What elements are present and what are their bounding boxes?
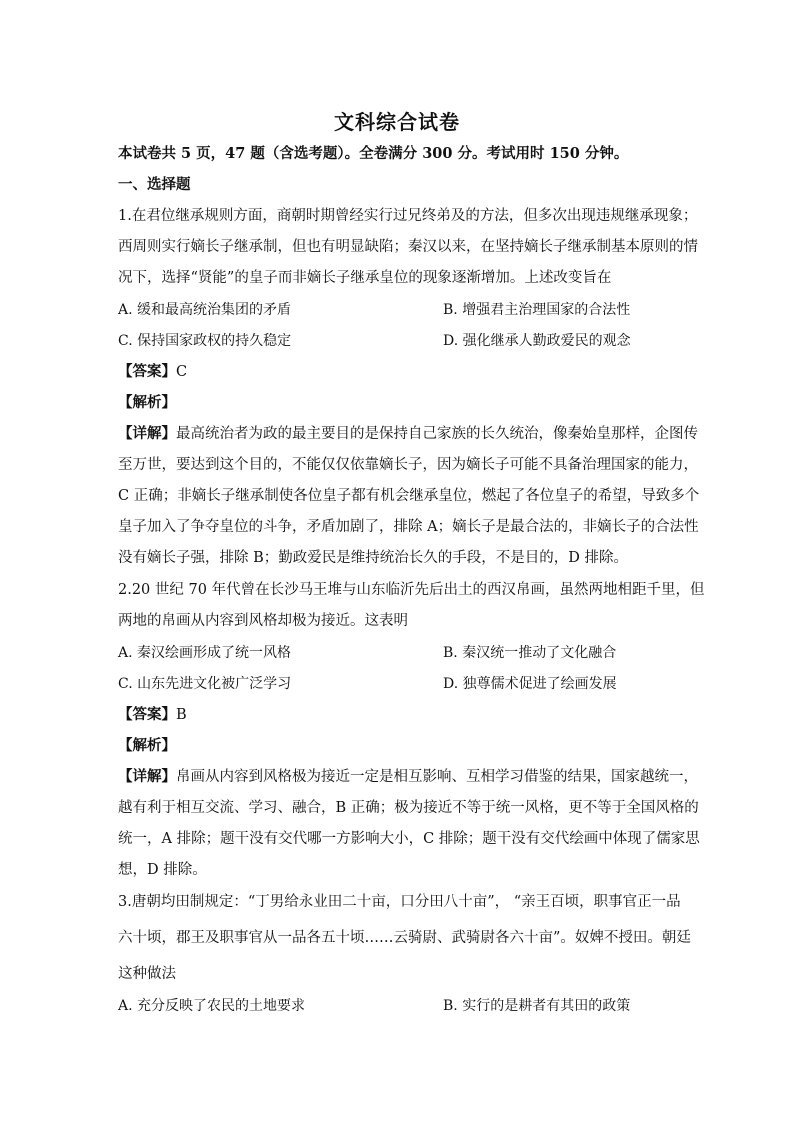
q2-detail-line <box>118 767 698 787</box>
q2-detail-line: 越有利于相互交流、学习、融合，B 正确；极为接近不等于统一风格，更不等于全国风格的 <box>118 800 699 816</box>
q3-option-b: B. 实行的是耕者有其田的政策 <box>443 998 631 1014</box>
detail-text: 最高统治者为政的最主要目的是保持自己家族的长久统治，像秦始皇那样，企图传 <box>176 426 698 442</box>
detail-label: 【详解】 <box>118 425 176 442</box>
q1-analysis-label: 【解析】 <box>118 394 176 411</box>
question-2-line: 2.20 世纪 70 年代曾在长沙马王堆与山东临沂先后出土的西汉帛画，虽然两地相距千里，但 <box>118 582 705 598</box>
section-heading: 一、选择题 <box>118 176 191 193</box>
answer-label: 【答案】 <box>118 363 176 380</box>
exam-intro: 本试卷共 5 页，47 题（含选考题）。全卷满分 300 分。考试用时 150 分钟。 <box>118 145 629 162</box>
q1-detail-line <box>118 424 698 444</box>
q3-option-a: A. 充分反映了农民的土地要求 <box>118 998 306 1014</box>
q1-detail-line: 至万世，要达到这个目的，不能仅仅依靠嫡长子，因为嫡长子可能不具备治理国家的能力， <box>118 457 698 473</box>
q2-detail-line: 想，D 排除。 <box>118 862 207 878</box>
answer-value: C <box>176 364 188 380</box>
q1-detail-line: 皇子加入了争夺皇位的斗争，矛盾加剧了，排除 A；嫡长子是最合法的，非嫡长子的合法性 <box>118 519 699 535</box>
question-3-line: 3.唐朝均田制规定：“丁男给永业田二十亩，口分田八十亩”， “亲王百顷，职事官正一品 <box>118 894 681 910</box>
q1-detail-line: C 正确；非嫡长子继承制使各位皇子都有机会继承皇位，燃起了各位皇子的希望，导致多个 <box>118 488 700 504</box>
detail-text: 帛画从内容到风格极为接近一定是相互影响、互相学习借鉴的结果，国家越统一， <box>176 769 698 785</box>
q2-detail-line: 统一，A 排除；题干没有交代哪一方影响大小，C 排除；题干没有交代绘画中体现了儒家思 <box>118 831 700 847</box>
question-2-line: 两地的帛画从内容到风格却极为接近。这表明 <box>118 613 408 629</box>
question-1-line: 况下，选择“贤能”的皇子而非嫡长子继承皇位的现象逐渐增加。上述改变旨在 <box>118 270 612 286</box>
question-1-line: 西周则实行嫡长子继承制，但也有明显缺陷；秦汉以来，在坚持嫡长子继承制基本原则的情 <box>118 239 698 255</box>
question-1-line: 1.在君位继承规则方面，商朝时期曾经实行过兄终弟及的方法，但多次出现违规继承现象； <box>118 208 698 224</box>
q1-option-b: B. 增强君主治理国家的合法性 <box>443 302 631 318</box>
q2-option-b: B. 秦汉统一推动了文化融合 <box>443 645 617 661</box>
question-3-line: 六十顷，郡王及职事官从一品各五十顷……云骑尉、武骑尉各六十亩”。奴婢不授田。朝廷 <box>118 930 691 946</box>
answer-label: 【答案】 <box>118 706 176 723</box>
q2-option-a: A. 秦汉绘画形成了统一风格 <box>118 645 292 661</box>
question-3-line: 这种做法 <box>118 966 176 982</box>
detail-label: 【详解】 <box>118 768 176 785</box>
q1-answer <box>118 362 187 382</box>
q2-analysis-label: 【解析】 <box>118 737 176 754</box>
answer-value: B <box>176 707 187 723</box>
q2-answer <box>118 705 187 725</box>
q1-detail-line: 没有嫡长子强，排除 B；勤政爱民是维持统治长久的手段，不是目的，D 排除。 <box>118 550 628 566</box>
q1-option-d: D. 强化继承人勤政爱民的观念 <box>443 333 631 349</box>
page-title: 文科综合试卷 <box>334 110 460 134</box>
q1-option-a: A. 缓和最高统治集团的矛盾 <box>118 302 292 318</box>
q1-option-c: C. 保持国家政权的持久稳定 <box>118 333 292 349</box>
q2-option-c: C. 山东先进文化被广泛学习 <box>118 676 292 692</box>
q2-option-d: D. 独尊儒术促进了绘画发展 <box>443 676 617 692</box>
